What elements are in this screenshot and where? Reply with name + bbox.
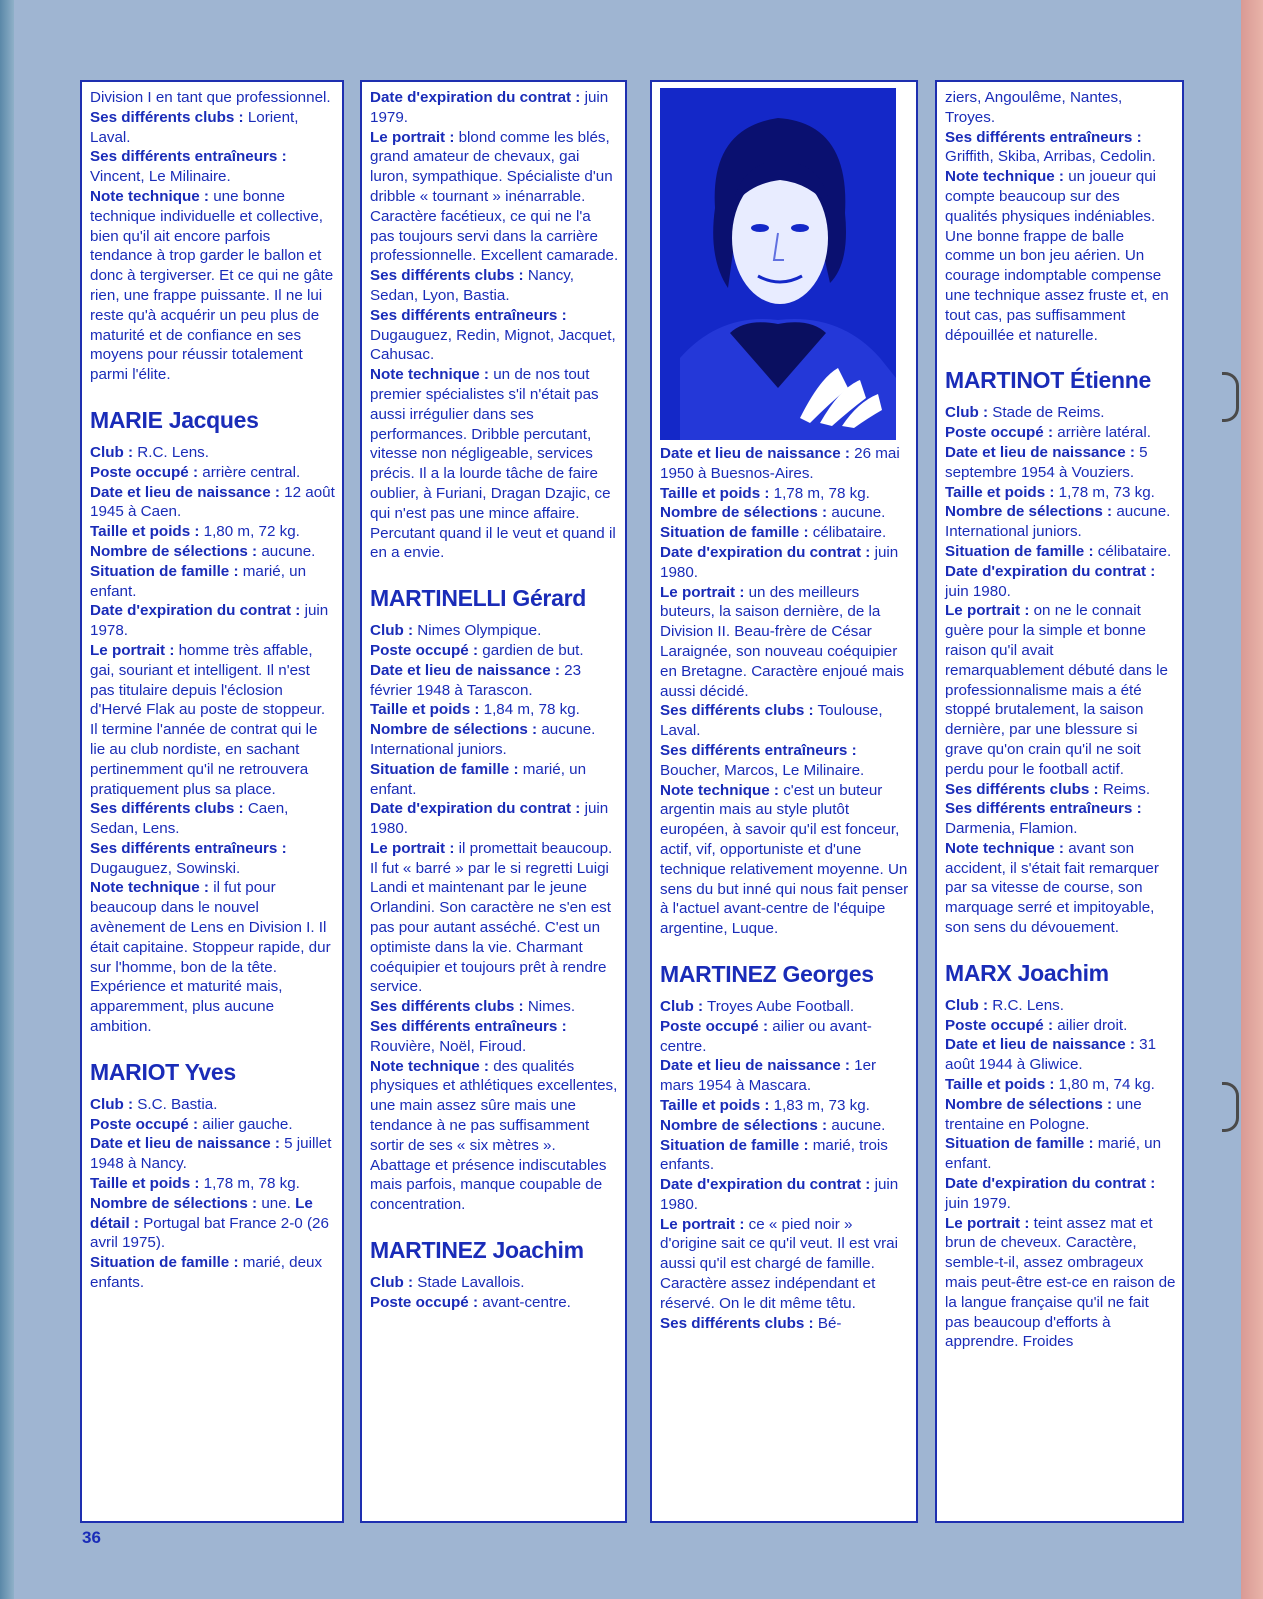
paragraph: [660, 503, 910, 523]
paragraph: [660, 484, 910, 504]
field-value: juin 1980.: [660, 543, 899, 581]
field-label: Poste occupé :: [945, 424, 1054, 442]
player-name: MARTINEZ Georges: [660, 960, 874, 987]
paragraph: [945, 1075, 1176, 1095]
paragraph: [945, 601, 1176, 779]
paragraph: [660, 1017, 910, 1057]
paragraph: [370, 1273, 619, 1293]
field-value: Troyes Aube Football.: [703, 997, 855, 1015]
field-value: juin 1980.: [660, 1176, 899, 1213]
paragraph: [660, 781, 910, 939]
field-label: Poste occupé :: [370, 1293, 479, 1311]
field-label: Ses différents clubs :: [660, 702, 814, 720]
field-value: marié, un enfant.: [945, 1135, 1162, 1173]
field-value: marié, un enfant.: [90, 562, 307, 600]
field-value: 26 mai 1950 à Buesnos-Aires.: [660, 445, 900, 482]
field-label: Nombre de sélections :: [945, 1095, 1113, 1113]
paragraph: [90, 147, 336, 187]
field-label: Situation de famille :: [90, 1254, 239, 1272]
field-value: 5 juillet 1948 à Nancy.: [90, 1135, 332, 1173]
field-label: Ses différents clubs :: [90, 108, 244, 126]
field-value: une bonne technique individuelle et collective, bien qu'il ait encore parfois tendance à trop garder le ballon et donc à tergiverser. Et ce qui ne gâte rien, une frappe puissante. Il ne lui reste qu'à acquérir un peu plus de maturité et de confiance en ses moyens pour réussir totalement parmi l'élite.: [90, 187, 334, 384]
field-label: Club :: [660, 997, 704, 1015]
field-label: Nombre de sélections :: [90, 542, 258, 560]
field-value: Stade Lavallois.: [413, 1274, 525, 1292]
field-value: c'est un buteur argentin mais au style plutôt européen, à savoir qu'il est fonceur, actif, vif, opportuniste et d'une technique relativement moyenne. Un sens du but inné qui nous fait penser à l'actuel avant-centre de l'équipe argentine, Luque.: [660, 781, 909, 938]
field-value: aucune.: [827, 1116, 886, 1134]
paragraph: [945, 799, 1176, 839]
paragraph: [90, 1174, 336, 1194]
field-label: Nombre de sélections :: [660, 504, 828, 522]
field-label: Date et lieu de naissance :: [945, 443, 1135, 461]
paragraph: [90, 1253, 336, 1293]
field-label: Taille et poids :: [660, 484, 770, 502]
field-value: Griffith, Skiba, Arribas, Cedolin.: [945, 148, 1156, 166]
paragraph: [90, 799, 336, 839]
paragraph: [660, 543, 910, 583]
paragraph: [945, 1174, 1176, 1214]
player-name: MARIE Jacques: [90, 406, 259, 433]
field-value: Bé-: [813, 1314, 842, 1332]
field-value: 1,78 m, 78 kg.: [199, 1175, 300, 1193]
binder-ring-icon: [1222, 372, 1239, 422]
paragraph: [370, 128, 619, 267]
paragraph: [945, 423, 1176, 443]
field-value: célibataire.: [808, 524, 887, 542]
field-label: Note technique :: [90, 187, 209, 205]
paragraph: [945, 502, 1176, 542]
field-label: Ses différents entraîneurs :: [90, 148, 287, 166]
paragraph: [370, 266, 619, 306]
field-value: Reims.: [1098, 780, 1151, 798]
field-value: ce « pied noir » d'origine sait ce qu'il veut. Il est vrai aussi qu'il est chargé de famille. Caractère assez indépendant et réservé. On le dit même têtu.: [660, 1215, 898, 1312]
field-label: Ses différents entraîneurs :: [370, 1018, 567, 1036]
field-value: Stade de Reims.: [988, 404, 1105, 422]
field-label: Club :: [945, 996, 989, 1014]
field-label: Situation de famille :: [90, 562, 239, 580]
field-label: Date d'expiration du contrat :: [945, 1175, 1156, 1193]
player-name: MARTINELLI Gérard: [370, 585, 586, 612]
paragraph: [370, 799, 619, 839]
paragraph: [945, 542, 1176, 562]
field-value: un de nos tout premier spécialistes s'il n'était pas aussi irrégulier dans ses performances. Dribble percutant, vitesse non négligeable, services précis. Il a la lourde tâche de faire oublier, à Furiani, Dragan Dzajic, ce qui n'est pas une mince affaire. Percutant quand il le veut et quand il en a envie.: [370, 366, 616, 562]
paragraph: [660, 1096, 910, 1116]
field-value: 1,78 m, 73 kg.: [1054, 483, 1155, 501]
field-value: il fut pour beaucoup dans le nouvel avènement de Lens en Division I. Il était capitaine. Stoppeur rapide, dur sur l'homme, bon de la tête. Expérience et maturité mais, apparemment, plus aucune ambition.: [90, 879, 331, 1036]
field-value: 12 août 1945 à Caen.: [90, 483, 335, 521]
column-3: [650, 80, 918, 1523]
field-label: Date et lieu de naissance :: [370, 661, 560, 679]
paragraph: [945, 996, 1176, 1016]
field-label: Club :: [90, 1095, 134, 1113]
paragraph: [945, 1016, 1176, 1036]
paragraph: [660, 701, 910, 741]
field-label: Le portrait :: [945, 1214, 1030, 1232]
field-label: Note technique :: [90, 879, 209, 897]
field-value: célibataire.: [1093, 542, 1172, 560]
field-label: Ses différents clubs :: [370, 267, 524, 285]
field-label: Situation de famille :: [945, 542, 1094, 560]
field-value: 1,78 m, 78 kg.: [769, 484, 870, 502]
binder-ring-icon: [1222, 1082, 1239, 1132]
field-label: Taille et poids :: [90, 523, 200, 541]
field-label: Le portrait :: [660, 583, 745, 601]
paragraph: [660, 583, 910, 702]
field-label: Ses différents clubs :: [660, 1314, 814, 1332]
field-value: 31 août 1944 à Gliwice.: [945, 1036, 1157, 1074]
field-label: Taille et poids :: [945, 1076, 1055, 1094]
paragraph: [90, 463, 336, 483]
field-value: 1,80 m, 72 kg.: [199, 523, 300, 541]
field-value: Nancy, Sedan, Lyon, Bastia.: [370, 267, 574, 304]
paragraph: [660, 1056, 910, 1096]
field-value: 1,83 m, 73 kg.: [769, 1096, 870, 1114]
field-label: Le portrait :: [945, 602, 1030, 620]
field-value: juin 1980.: [370, 800, 609, 838]
field-label: Club :: [370, 1274, 414, 1292]
paragraph: [660, 1314, 910, 1334]
field-value: gardien de but.: [478, 641, 584, 659]
field-label: Ses différents entraîneurs :: [945, 128, 1142, 146]
field-value: un des meilleurs buteurs, la saison dernière, de la Division II. Beau-frère de César Laraignée, son nouveau coéquipier en Bretagne. Caractère enjoué mais aussi décidé.: [660, 583, 904, 700]
field-label: Note technique :: [370, 1057, 489, 1075]
paragraph: [370, 88, 619, 128]
field-value: aucune.: [257, 542, 316, 560]
page-edge-right: [1241, 0, 1263, 1599]
field-label: Note technique :: [945, 839, 1064, 857]
paragraph: [945, 1035, 1176, 1075]
field-label: Ses différents entraîneurs :: [945, 800, 1142, 818]
field-value: on ne le connait guère pour la simple et bonne raison qu'il avait remarquablement débuté dans le professionnalisme mais a été stoppé brutalement, la saison dernière, par une blessure si grave qu'on crain qu'il ne soit perdu pour le football actif.: [945, 602, 1168, 778]
paragraph: [90, 562, 336, 602]
field-label: Poste occupé :: [660, 1017, 769, 1035]
paragraph: [945, 483, 1176, 503]
field-label: Date et lieu de naissance :: [90, 483, 280, 501]
paragraph: [370, 306, 619, 365]
paragraph: [90, 1095, 336, 1115]
field-label: Date et lieu de naissance :: [945, 1036, 1135, 1054]
paragraph: [945, 443, 1176, 483]
field-value: Vincent, Le Milinaire.: [90, 168, 231, 186]
paragraph: [90, 878, 336, 1036]
field-value: 5 septembre 1954 à Vouziers.: [945, 443, 1148, 481]
paragraph: [945, 403, 1176, 423]
field-value: arrière latéral.: [1053, 424, 1151, 442]
paragraph: [90, 483, 336, 523]
field-label: Le portrait :: [90, 641, 175, 659]
page-number: 36: [82, 1528, 101, 1547]
column-2: [360, 80, 627, 1523]
player-name: MARIOT Yves: [90, 1058, 236, 1085]
field-label: Situation de famille :: [370, 760, 519, 778]
field-label: Date d'expiration du contrat :: [945, 562, 1156, 580]
field-value: aucune.: [827, 504, 886, 522]
field-value: ailier droit.: [1053, 1016, 1128, 1034]
paragraph: [370, 700, 619, 720]
field-value: juin 1979.: [945, 1194, 1011, 1212]
field-value: 1er mars 1954 à Mascara.: [660, 1057, 877, 1095]
field-label: Date d'expiration du contrat :: [370, 800, 581, 818]
field-label: Nombre de sélections :: [370, 721, 538, 739]
field-value: aucune. International juniors.: [945, 503, 1171, 541]
field-value: R.C. Lens.: [133, 443, 209, 461]
field-value: des qualités physiques et athlétiques excellentes, une main assez sûre mais une tendance à ne pas suffisamment sortir de ses « six mètres ». Abattage et présence indiscutables mais parfois, manque coupable de concentration.: [370, 1057, 618, 1214]
field-label: Club :: [945, 404, 989, 422]
field-label: Date d'expiration du contrat :: [660, 543, 871, 561]
field-label: Poste occupé :: [945, 1016, 1054, 1034]
paragraph: [370, 1057, 619, 1215]
field-value: Portugal bat France 2-0 (26 avril 1975).: [90, 1214, 329, 1252]
paragraph: [90, 601, 336, 641]
field-label: Taille et poids :: [370, 701, 480, 719]
field-value: Lorient, Laval.: [90, 108, 299, 146]
field-label: Ses différents clubs :: [945, 780, 1099, 798]
paragraph: [945, 1095, 1176, 1135]
field-label: Date d'expiration du contrat :: [90, 602, 301, 620]
field-value: 23 février 1948 à Tarascon.: [370, 661, 582, 699]
paragraph: [945, 780, 1176, 800]
player-name: MARTINOT Étienne: [945, 367, 1152, 394]
paragraph: [90, 1115, 336, 1135]
field-value: blond comme les blés, grand amateur de chevaux, gai luron, sympathique. Spécialiste d'un dribble « tournant » inénarrable. Caractère facétieux, ce qui ne l'a pas toujours servi dans la carrière professionnelle. Excellent camarade.: [370, 128, 619, 265]
player-photo-svg: [660, 88, 896, 440]
field-value: 1,84 m, 78 kg.: [479, 701, 580, 719]
field-label: Taille et poids :: [945, 483, 1055, 501]
paragraph: [370, 1017, 619, 1057]
field-value: ailier gauche.: [198, 1115, 293, 1133]
paragraph: [370, 661, 619, 701]
paragraph: [90, 1194, 336, 1253]
field-value: marié, deux enfants.: [90, 1254, 323, 1292]
field-value: juin 1978.: [90, 602, 329, 640]
field-label: Date et lieu de naissance :: [660, 1057, 850, 1075]
paragraph: [90, 542, 336, 562]
paragraph: [660, 741, 910, 781]
field-label: Ses différents entraîneurs :: [370, 306, 567, 324]
field-label: Date et lieu de naissance :: [660, 445, 850, 462]
field-value: juin 1980.: [945, 582, 1011, 600]
field-value: juin 1979.: [370, 89, 609, 126]
field-label: Poste occupé :: [90, 463, 199, 481]
field-value: Darmenia, Flamion.: [945, 820, 1078, 838]
player-photo-icon: [660, 88, 896, 440]
paragraph: [945, 128, 1176, 168]
paragraph: [660, 444, 910, 484]
field-label: Situation de famille :: [660, 524, 809, 542]
field-label: Ses différents entraîneurs :: [660, 741, 857, 759]
paragraph: [370, 641, 619, 661]
paragraph: [370, 365, 619, 563]
field-label: Le portrait :: [370, 839, 455, 857]
paragraph: [90, 187, 336, 385]
field-value: Caen, Sedan, Lens.: [90, 800, 289, 838]
field-label: Ses différents entraîneurs :: [90, 839, 287, 857]
field-label: Club :: [90, 443, 134, 461]
page-edge-left: [0, 0, 14, 1599]
field-value: un joueur qui compte beaucoup sur des qualités physiques indéniables. Une bonne frappe de balle comme un bon jeu aérien. Un courage indomptable compense une technique assez fruste et, en tout cas, pas suffisamment dépouillée et naturelle.: [945, 168, 1169, 344]
paragraph: [660, 1136, 910, 1176]
field-value: une.: [257, 1194, 296, 1212]
field-value: S.C. Bastia.: [133, 1095, 218, 1113]
field-value: marié, trois enfants.: [660, 1136, 888, 1174]
column-4: [935, 80, 1184, 1523]
paragraph: [945, 1134, 1176, 1174]
paragraph: [660, 1215, 910, 1314]
field-value: arrière central.: [198, 463, 301, 481]
field-label: Note technique :: [660, 781, 779, 799]
paragraph: [370, 760, 619, 800]
paragraph: [90, 108, 336, 148]
field-value: avant son accident, il s'était fait remarquer par sa vitesse de course, son marquage serré et impitoyable, son sens du dévouement.: [945, 839, 1159, 937]
paragraph: [370, 997, 619, 1017]
field-label: Date et lieu de naissance :: [90, 1135, 280, 1153]
paragraph: [660, 523, 910, 543]
field-value: avant-centre.: [478, 1293, 571, 1311]
field-value: Nimes Olympique.: [413, 622, 542, 640]
player-name: MARX Joachim: [945, 959, 1109, 986]
field-label: Nombre de sélections :: [945, 503, 1113, 521]
field-value: Dugauguez, Redin, Mignot, Jacquet, Cahusac.: [370, 326, 616, 364]
paragraph: [660, 1175, 910, 1215]
field-label: Date d'expiration du contrat :: [660, 1176, 871, 1194]
field-value: ailier ou avant-centre.: [660, 1017, 872, 1055]
field-label: Le portrait :: [370, 128, 455, 146]
field-value: une trentaine en Pologne.: [945, 1095, 1142, 1133]
paragraph: [90, 1134, 336, 1174]
column-1: [80, 80, 344, 1523]
paragraph: [90, 443, 336, 463]
field-label: Taille et poids :: [90, 1175, 200, 1193]
field-label: Le portrait :: [660, 1215, 745, 1233]
paragraph: [945, 839, 1176, 938]
paragraph: [370, 621, 619, 641]
field-value: Rouvière, Noël, Firoud.: [370, 1037, 527, 1055]
field-value: Nimes.: [523, 998, 576, 1016]
paragraph: [370, 1293, 619, 1313]
field-value: homme très affable, gai, souriant et intelligent. Il n'est pas titulaire depuis l'éclosion d'Hervé Flak au poste de stoppeur. Il termine l'année de contrat qui le lie au club nordiste, en sachant pertinemment qu'il ne retrouvera pratiquement plus sa place.: [90, 641, 326, 798]
paragraph: ziers, Angoulême, Nantes, Troyes.: [945, 89, 1123, 126]
field-label: Note technique :: [370, 366, 489, 384]
field-label: Le détail :: [90, 1194, 313, 1232]
paragraph: [660, 1116, 910, 1136]
field-label: Poste occupé :: [370, 641, 479, 659]
paragraph: [90, 641, 336, 799]
field-value: 1,80 m, 74 kg.: [1054, 1076, 1155, 1094]
field-label: Taille et poids :: [660, 1096, 770, 1114]
field-label: Club :: [370, 622, 414, 640]
paragraph: [370, 720, 619, 760]
field-label: Ses différents clubs :: [370, 998, 524, 1016]
field-value: il promettait beaucoup. Il fut « barré » par le si regretti Luigi Landi et maintenant par le jeune Orlandini. Son caractère ne s'en est pas pour autant asséché. C'est un optimiste dans la vie. Charmant coéquipier et toujours prêt à rendre service.: [370, 839, 613, 996]
field-label: Nombre de sélections :: [90, 1194, 258, 1212]
field-label: Situation de famille :: [660, 1136, 809, 1154]
paragraph: [90, 522, 336, 542]
field-value: aucune. International juniors.: [370, 721, 596, 758]
paragraph: [370, 839, 619, 997]
field-label: Situation de famille :: [945, 1135, 1094, 1153]
field-value: R.C. Lens.: [988, 996, 1064, 1014]
field-value: marié, un enfant.: [370, 760, 587, 798]
field-label: Ses différents clubs :: [90, 800, 244, 818]
field-label: Date d'expiration du contrat :: [370, 89, 581, 106]
field-value: Boucher, Marcos, Le Milinaire.: [660, 761, 865, 779]
field-value: Toulouse, Laval.: [660, 702, 883, 740]
field-value: teint assez mat et brun de cheveux. Caractère, semble-t-il, assez ombrageux mais peut-être est-ce en raison de la langue française qu'il ne fait pas beaucoup d'efforts à apprendre. Froides: [945, 1214, 1176, 1351]
paragraph: Division I en tant que professionnel.: [90, 89, 331, 106]
paragraph: [660, 997, 910, 1017]
player-name: MARTINEZ Joachim: [370, 1237, 584, 1264]
field-label: Poste occupé :: [90, 1115, 199, 1133]
paragraph: [945, 562, 1176, 602]
paragraph: [945, 1214, 1176, 1353]
field-label: Nombre de sélections :: [660, 1116, 828, 1134]
paragraph: [945, 167, 1176, 345]
field-value: Dugauguez, Sowinski.: [90, 859, 241, 877]
paragraph: [90, 839, 336, 879]
field-label: Note technique :: [945, 168, 1064, 186]
